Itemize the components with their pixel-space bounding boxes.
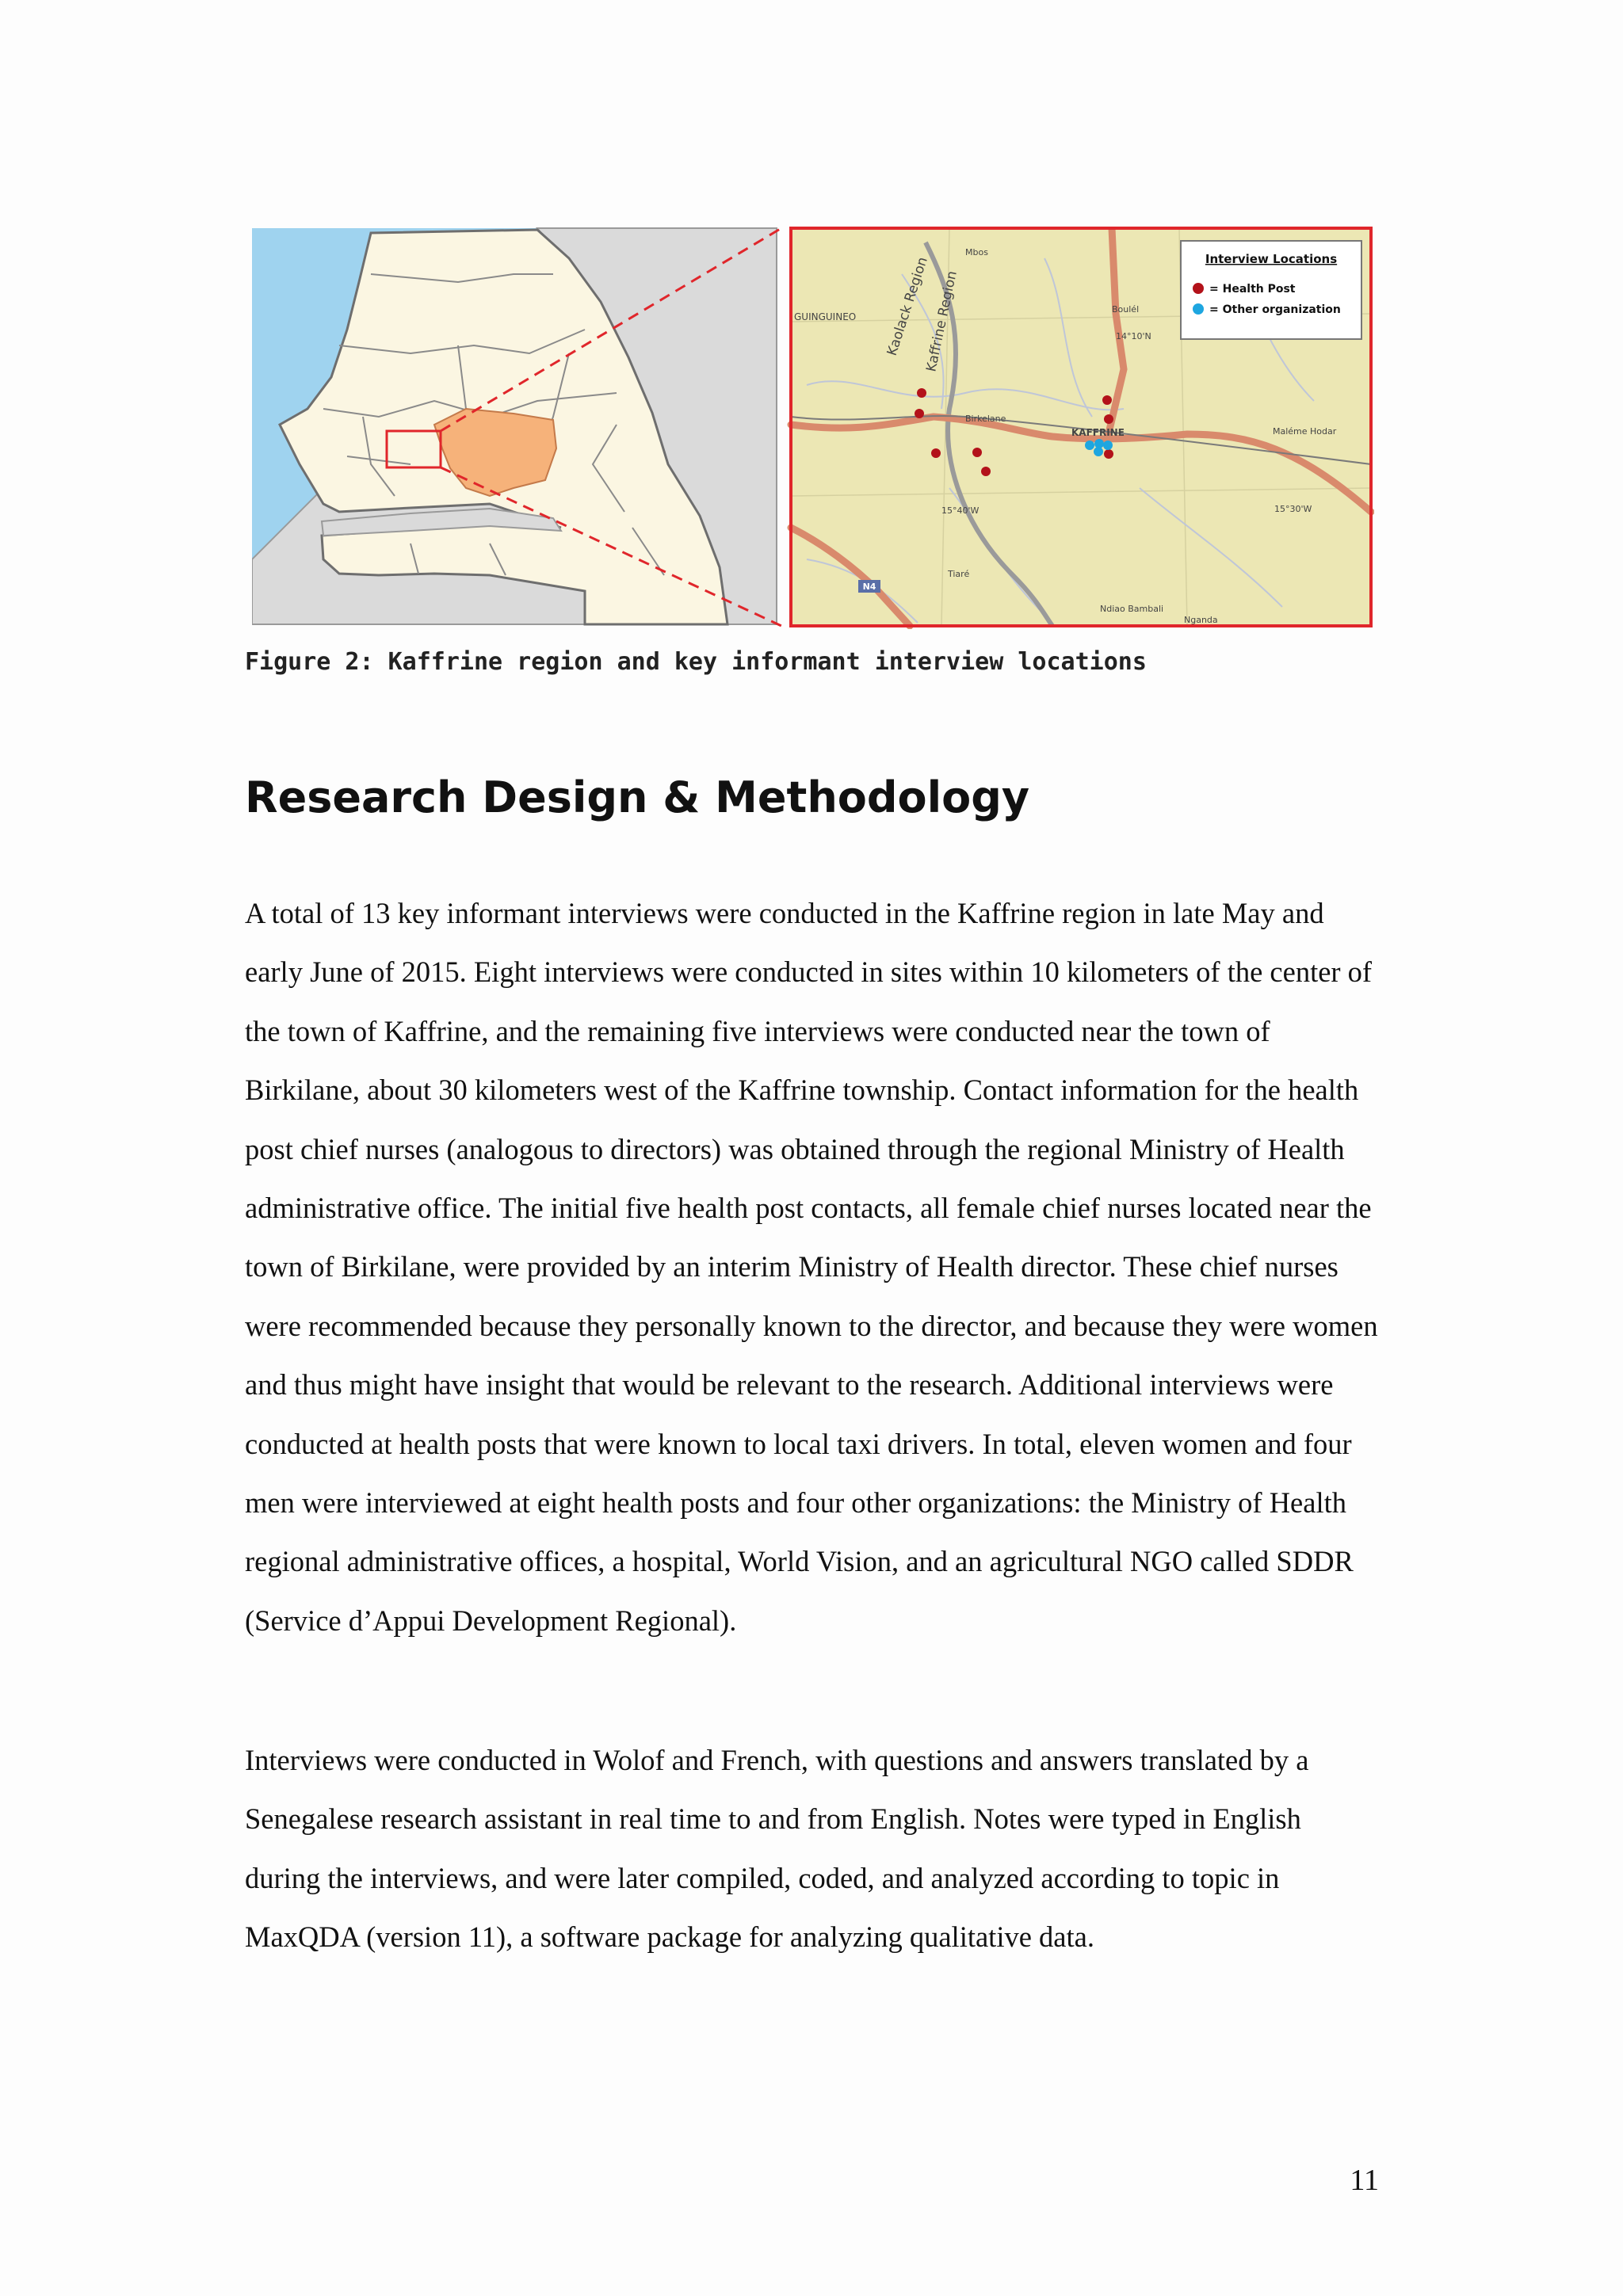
map-label-tiare: Tiaré: [948, 569, 970, 579]
legend-health-post-label: = Health Post: [1209, 283, 1296, 296]
map-label-kaffrine: KAFFRINE: [1071, 427, 1125, 438]
other-organization-marker: [1094, 447, 1103, 456]
health-post-marker: [917, 388, 926, 398]
figure-2: [252, 227, 1374, 629]
figure-maps: [252, 227, 1374, 629]
health-post-marker: [1104, 449, 1113, 459]
legend-other-org-swatch: [1193, 303, 1204, 315]
other-organization-marker: [1085, 441, 1094, 450]
other-organization-marker: [1103, 441, 1113, 450]
health-post-marker: [981, 467, 991, 476]
section-heading: Research Design & Methodology: [245, 772, 1030, 822]
map-label-maleme-hodar: Maléme Hodar: [1273, 426, 1337, 437]
map-label-coord-1: 14°10'N: [1116, 331, 1151, 341]
map-label-guinguineo: GUINGUINEO: [794, 311, 857, 322]
map-label-kaolack-region: Kaolack Region: [884, 255, 931, 358]
map-label-nganda: Nganda: [1184, 615, 1218, 625]
map-label-coord-3: 15°30'W: [1274, 504, 1312, 514]
figure-caption: Figure 2: Kaffrine region and key informant interview locations: [245, 648, 1147, 676]
legend-other-org-label: = Other organization: [1209, 303, 1341, 316]
map-label-ndiao-bambali: Ndiao Bambali: [1100, 604, 1164, 614]
health-post-marker: [1102, 395, 1112, 405]
map-label-kaffrine-region: Kaffrine Region: [923, 269, 960, 374]
legend-health-post-swatch: [1193, 283, 1204, 294]
map-label-n4: N4: [862, 582, 876, 592]
body-paragraph-2: Interviews were conducted in Wolof and French, with questions and answers translated by a Senegalese research assistant in real time to and from English. Notes were typed in English during the interviews, and were later compiled, coded, and analyzed according to topic in MaxQDA (version 11), a software package for analyzing qualitative data.: [245, 1744, 1309, 1954]
legend-title: Interview Locations: [1205, 252, 1338, 266]
health-post-marker: [1104, 414, 1113, 424]
health-post-marker: [931, 448, 941, 458]
map-label-birkelane: Birkelane: [965, 414, 1006, 424]
health-post-marker: [915, 409, 924, 418]
page-number: 11: [1350, 2164, 1379, 2197]
map-label-coord-2: 15°40'W: [941, 505, 980, 516]
health-post-marker: [972, 448, 982, 457]
senegal-overview-map: [252, 228, 777, 624]
map-label-mbos: Mbos: [965, 247, 988, 257]
body-paragraph-1: A total of 13 key informant interviews were conducted in the Kaffrine region in late May and early June of 2015. Eight interviews were conducted in sites within 10 kilometers of the center of the town of Kaffrine, and the remaining five interviews were conducted near the town of Birkilane, about 30 kilometers west of the Kaffrine township. Contact information for the health post chief nurses (analogous to directors) was obtained through the regional Ministry of Health administrative office. The initial five health post contacts, all female chief nurses located near the town of Birkilane, were provided by an interim Ministry of Health director. These chief nurses were recommended because they personally known to the director, and because they were women and thus might have insight that would be relevant to the research. Additional interviews were conducted at health posts that were known to local taxi drivers. In total, eleven women and four men were interviewed at eight health posts and four other organizations: the Ministry of Health regional administrative offices, a hospital, World Vision, and an agricultural NGO called SDDR (Service d’Appui Development Regional).: [245, 897, 1378, 1637]
kaffrine-inset-map: [791, 228, 1371, 626]
map-legend: [1181, 241, 1361, 339]
map-label-boule: Boulél: [1112, 304, 1140, 315]
